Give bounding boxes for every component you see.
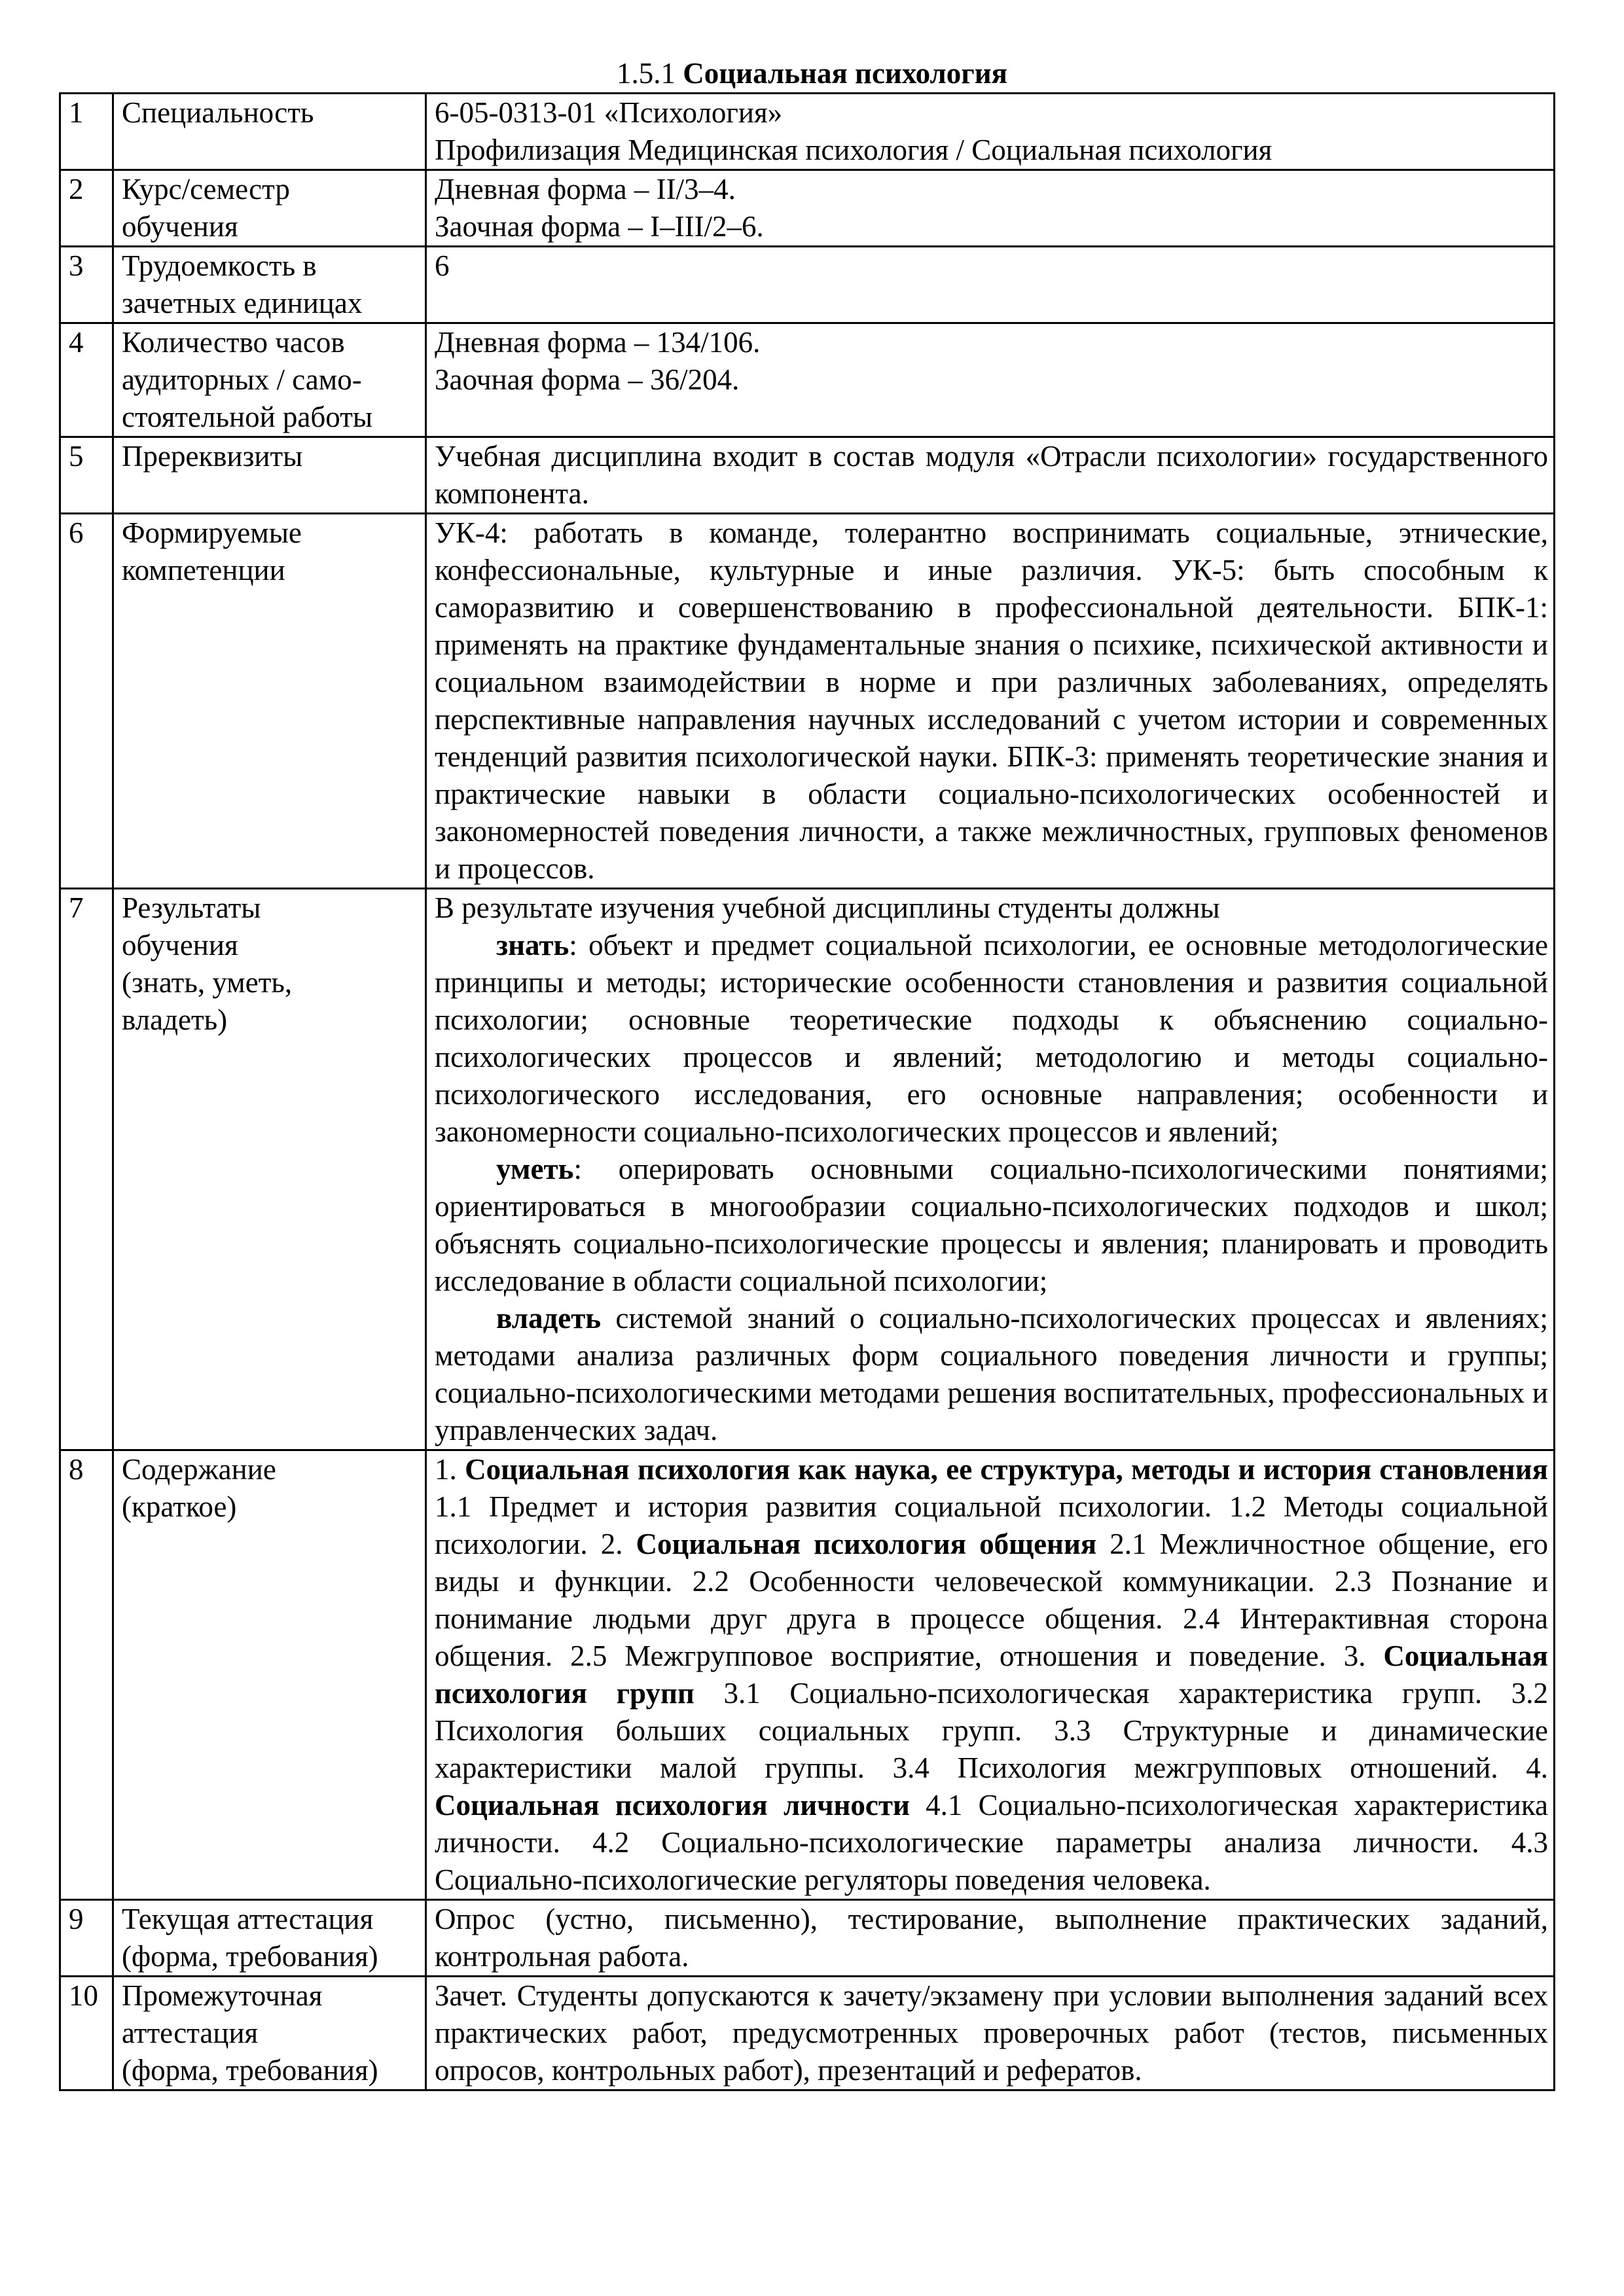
row-number: 5 [60, 437, 113, 514]
table-row [60, 1977, 1555, 2090]
row-value: 6 [426, 247, 1555, 323]
row-value: Зачет. Студенты допускаются к зачету/экзамену при условии выполнения заданий всех практических работ, предусмотренных проверочных работ (тестов, письменных опросов, контрольных работ), презентаций и рефератов. [426, 1977, 1555, 2090]
row-value: Дневная форма – II/3–4. Заочная форма – I–III/2–6. [426, 170, 1555, 247]
row-value: УК-4: работать в команде, толерантно воспринимать социальные, этнические, конфессиональные, культурные и иные различия. УК-5: быть способным к саморазвитию и совершенствованию в профессиональной деятельности. БПК-1: применять на практике фундаментальные знания о психике, психической активности и социальном взаимодействии в норме и при различных заболеваниях, определять перспективные направления научных исследований с учетом истории и современных тенденций развития психологической науки. БПК-3: применять теоретические знания и практические навыки в области социально-психологических особенностей и закономерностей поведения личности, а также межличностных, групповых феноменов и процессов. [426, 514, 1555, 889]
row-number: 7 [60, 889, 113, 1450]
row-label: Количество часов аудиторных / само- стоятельной работы [113, 323, 426, 437]
row-value [426, 889, 1555, 1450]
table-row [60, 514, 1555, 889]
row-value: Опрос (устно, письменно), тестирование, выполнение практических заданий, контрольная работа. [426, 1900, 1555, 1977]
row-label: Содержание (краткое) [113, 1450, 426, 1900]
row-label: Курс/семестр обучения [113, 170, 426, 247]
row-number: 6 [60, 514, 113, 889]
results-master: владеть системой знаний о социально-психологических процессах и явлениях; методами анализа различных форм социального поведения личности и группы; социально-психологическими методами решения воспитательных, профессиональных и управленческих задач. [435, 1302, 1548, 1446]
row-value-content: 1. Социальная психология как наука, ее структура, методы и история становления 1.1 Предмет и история развития социальной психологии. 1.2 Методы социальной психологии. 2. Социальная психология общения 2.1 Межличностное общение, его виды и функции. 2.2 Особенности человеческой коммуникации. 2.3 Познание и понимание людьми друг друга в процессе общения. 2.4 Интерактивная сторона общения. 2.5 Межгрупповое восприятие, отношения и поведение. 3. Социальная психология групп 3.1 Социально-психологическая характеристика групп. 3.2 Психология больших социальных групп. 3.3 Структурные и динамические характеристики малой группы. 3.4 Психология межгрупповых отношений. 4. Социальная психология личности 4.1 Социально-психологическая характеристика личности. 4.2 Социально-психологические параметры анализа личности. 4.3 Социально-психологические регуляторы поведения человека. [426, 1450, 1555, 1900]
row-number: 1 [60, 94, 113, 170]
row-number: 2 [60, 170, 113, 247]
table-row [60, 94, 1555, 170]
table-row [60, 889, 1555, 1450]
row-number: 9 [60, 1900, 113, 1977]
results-can: уметь: оперировать основными социально-психологическими понятиями; ориентироваться в многообразии социально-психологических подходов и школ; объяснять социально-психологические процессы и явления; планировать и проводить исследование в области социальной психологии; [435, 1153, 1548, 1297]
results-intro: В результате изучения учебной дисциплины студенты должны [435, 891, 1220, 924]
results-know: знать: объект и предмет социальной психологии, ее основные методологические принципы и методы; исторические особенности становления и развития социальной психологии; основные теоретические подходы к объяснению социально-психологических процессов и явлений; методологию и методы социально-психологического исследования, его основные направления; особенности и закономерности социально-психологических процессов и явлений; [435, 929, 1548, 1148]
syllabus-table [59, 92, 1555, 2091]
row-label: Результаты обучения (знать, уметь, владеть) [113, 889, 426, 1450]
row-value: Дневная форма – 134/106. Заочная форма – 36/204. [426, 323, 1555, 437]
row-number: 10 [60, 1977, 113, 2090]
row-label: Специальность [113, 94, 426, 170]
table-row [60, 323, 1555, 437]
table-row [60, 1900, 1555, 1977]
section-title: Социальная психология [683, 57, 1008, 90]
table-row [60, 247, 1555, 323]
page-title [0, 55, 1624, 92]
row-label: Формируемые компетенции [113, 514, 426, 889]
row-value: Учебная дисциплина входит в состав модуля «Отрасли психологии» государственного компонента. [426, 437, 1555, 514]
table-row [60, 170, 1555, 247]
row-label: Трудоемкость в зачетных единицах [113, 247, 426, 323]
row-label: Промежуточная аттестация (форма, требования) [113, 1977, 426, 2090]
row-number: 3 [60, 247, 113, 323]
row-number: 4 [60, 323, 113, 437]
section-number: 1.5.1 [616, 57, 676, 90]
table-row [60, 1450, 1555, 1900]
row-number: 8 [60, 1450, 113, 1900]
table-row [60, 437, 1555, 514]
row-label: Пререквизиты [113, 437, 426, 514]
row-value: 6-05-0313-01 «Психология» Профилизация Медицинская психология / Социальная психология [426, 94, 1555, 170]
row-label: Текущая аттестация (форма, требования) [113, 1900, 426, 1977]
